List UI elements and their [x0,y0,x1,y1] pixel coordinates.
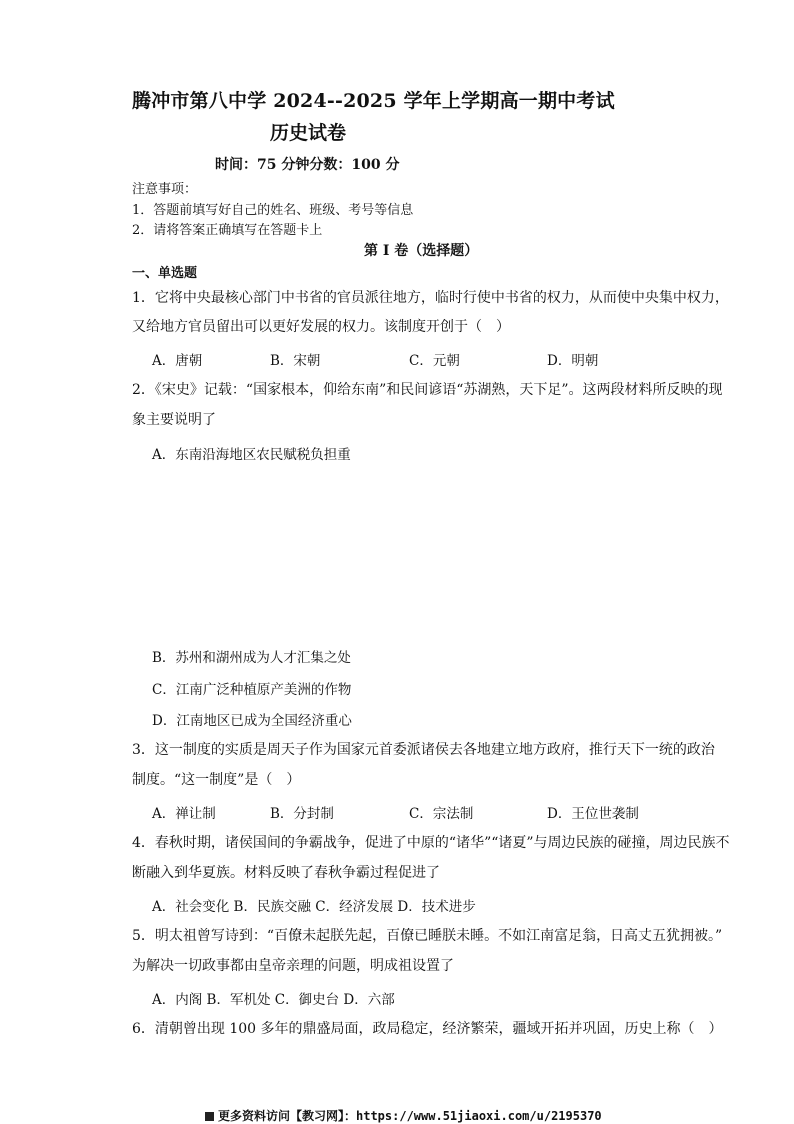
question-2-line-2: 象主要说明了 [132,412,216,428]
options-inline: A．内阁 B．军机处 C．御史台 D．六部 [152,992,395,1008]
question-1-line-1: 1．它将中央最核心部门中书省的官员派往地方，临时行使中书省的权力，从而使中央集中权力， [132,290,729,306]
option-b: B．宋朝 [270,353,321,369]
section-title: 第 I 卷（选择题） [364,243,479,259]
question-5-line-2: 为解决一切政事都由皇帝亲理的问题，明成祖设置了 [132,958,454,974]
question-1-line-2: 又给地方官员留出可以更好发展的权力。该制度开创于（ ） [132,319,510,335]
question-3-line-1: 3．这一制度的实质是周天子作为国家元首委派诸侯去各地建立地方政府，推行天下一统的政治 [132,742,715,758]
exam-subtitle: 历史试卷 [270,122,347,144]
question-2-line-1: 2．《宋史》记载：“国家根本，仰给东南”和民间谚语“苏湖熟，天下足”。这两段材料所反映的现 [132,382,723,398]
question-3-line-2: 制度。“这一制度”是（ ） [132,772,301,788]
notes-heading: 注意事项： [132,182,198,197]
time-score-info: 时间：75 分钟分数：100 分 [215,157,400,173]
flag-icon [205,1112,214,1121]
options-inline: A．社会变化 B．民族交融 C．经济发展 D．技术进步 [152,899,476,915]
question-4-line-2: 断融入到华夏族。材料反映了春秋争霸过程促进了 [132,865,440,881]
footer [205,1107,602,1124]
option-d: D．王位世袭制 [547,806,639,822]
option-b: B．分封制 [270,806,334,822]
question-6-line-1: 6．清朝曾出现 100 多年的鼎盛局面，政局稳定，经济繁荣，疆域开拓并巩固，历史上称（ ） [132,1021,723,1037]
option-c: C．元朝 [409,353,460,369]
option-b: B．苏州和湖州成为人才汇集之处 [152,650,351,666]
option-c: C．江南广泛种植原产美洲的作物 [152,682,352,698]
subsection-title: 一、单选题 [132,266,198,281]
note-item: 2．请将答案正确填写在答题卡上 [132,223,323,238]
option-d: D．明朝 [547,353,599,369]
option-a: A．东南沿海地区农民赋税负担重 [152,447,351,463]
footer-text[interactable]: 更多资料访问【教习网】：https://www.51jiaoxi.com/u/2195370 [218,1109,602,1123]
note-item: 1．答题前填写好自己的姓名、班级、考号等信息 [132,203,414,218]
option-a: A．禅让制 [152,806,216,822]
exam-title: 腾冲市第八中学 2024--2025 学年上学期高一期中考试 [132,90,615,112]
question-4-line-1: 4．春秋时期，诸侯国间的争霸战争，促进了中原的“诸华”“诸夏”与周边民族的碰撞，周边民族不 [132,835,730,851]
option-d: D．江南地区已成为全国经济重心 [152,713,352,729]
option-a: A．唐朝 [152,353,203,369]
question-5-line-1: 5．明太祖曾写诗到：“百僚未起朕先起，百僚已睡朕未睡。不如江南富足翁，日高丈五犹拥被。” [132,928,723,944]
option-c: C．宗法制 [409,806,474,822]
